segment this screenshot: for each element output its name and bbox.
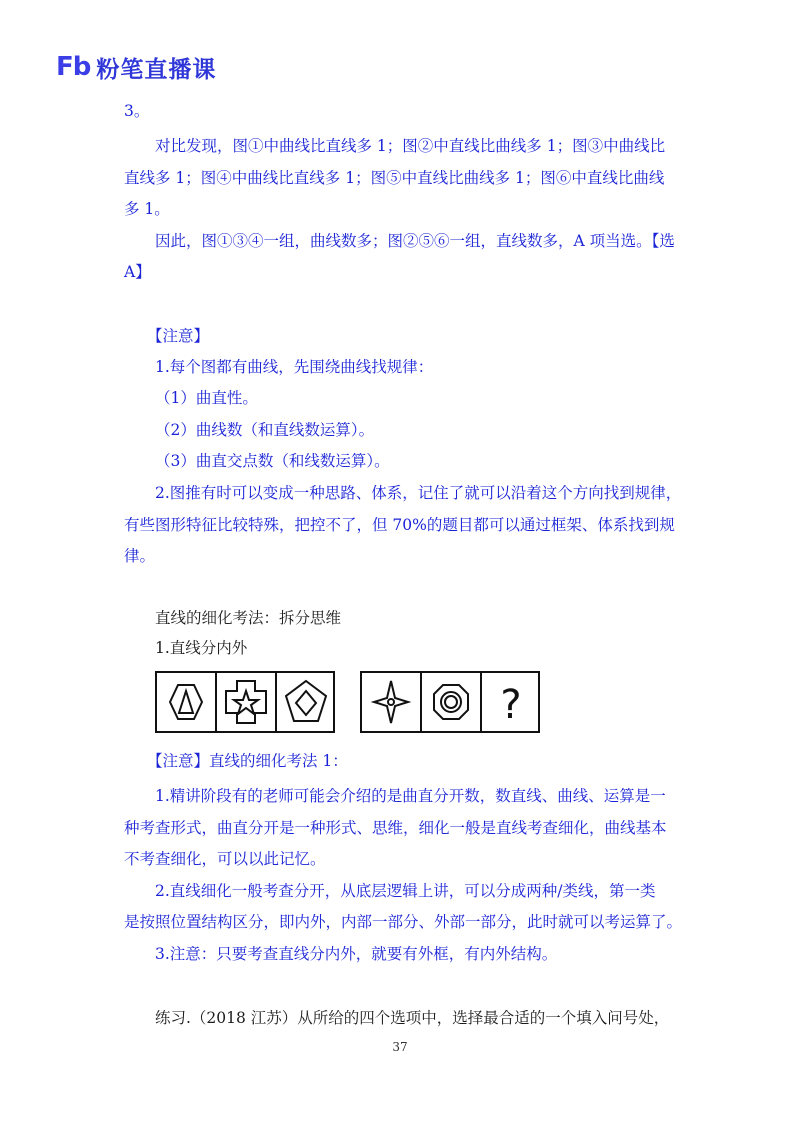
triangle-shape (179, 691, 193, 713)
question-mark: ? (500, 682, 522, 728)
note-heading: 【注意】 (147, 327, 210, 345)
text-line: 不考查细化，可以以此记忆。 (124, 850, 326, 868)
text-line: 因此，图①③④一组，曲线数多；图②⑤⑥一组，直线数多，A 项当选。【选 (155, 232, 675, 250)
diamond-shape (296, 691, 316, 715)
text-line: 3。 (124, 102, 150, 120)
text-line: 3.注意：只要考查直线分内外，就要有外框，有内外结构。 (155, 945, 558, 963)
text-line: 1.精讲阶段有的老师可能会介绍的是曲直分开数，数直线、曲线、运算是一 (155, 787, 666, 805)
logo-text: 粉笔直播课 (96, 56, 217, 83)
exercise-text: 练习.（2018 江苏）从所给的四个选项中，选择最合适的一个填入问号处， (155, 1009, 670, 1027)
text-line: 2.图推有时可以变成一种思路、体系，记住了就可以沿着这个方向找到规律， (155, 484, 682, 502)
text-line: （1）曲直性。 (155, 389, 258, 407)
figure-row (155, 671, 540, 735)
octagon-shape (434, 685, 468, 719)
text-line: 律。 (124, 547, 156, 565)
text-line: A】 (124, 263, 151, 281)
section-heading: 直线的细化考法：拆分思维 (155, 609, 342, 627)
text-line: （2）曲线数（和直线数运算）。 (155, 421, 375, 439)
text-line: 1.每个图都有曲线，先围绕曲线找规律： (155, 358, 434, 376)
text-line: 2.直线细化一般考查分开，从底层逻辑上讲，可以分成两种/类线，第一类 (155, 882, 656, 900)
text-line: 直线多 1；图④中曲线比直线多 1；图⑤中直线比曲线多 1；图⑥中直线比曲线 (124, 169, 665, 187)
star-shape (234, 691, 258, 714)
text-line: 有些图形特征比较特殊，把控不了，但 70%的题目都可以通过框架、体系找到规 (124, 516, 675, 534)
puzzle-figure (155, 671, 540, 735)
cross-shape (226, 681, 266, 723)
text-line: 对比发现，图①中曲线比直线多 1；图②中直线比曲线多 1；图③中曲线比 (155, 137, 666, 155)
text-line: （3）曲直交点数（和线数运算）。 (155, 452, 390, 470)
circle-shape (388, 699, 394, 705)
circle-shape (445, 696, 457, 708)
note-heading: 【注意】直线的细化考法 1： (147, 752, 348, 770)
brand-logo (56, 50, 216, 84)
page-number: 37 (392, 1040, 408, 1054)
text-line: 是按照位置结构区分，即内外，内部一部分、外部一部分，此时就可以考运算了。 (124, 913, 683, 931)
logo-mark: Fb (56, 52, 91, 82)
text-line: 多 1。 (124, 200, 170, 218)
four-point-star-shape (374, 681, 408, 723)
text-line: 种考查形式，曲直分开是一种形式、思维，细化一般是直线考查细化，曲线基本 (124, 819, 667, 837)
subsection-heading: 1.直线分内外 (155, 639, 248, 657)
